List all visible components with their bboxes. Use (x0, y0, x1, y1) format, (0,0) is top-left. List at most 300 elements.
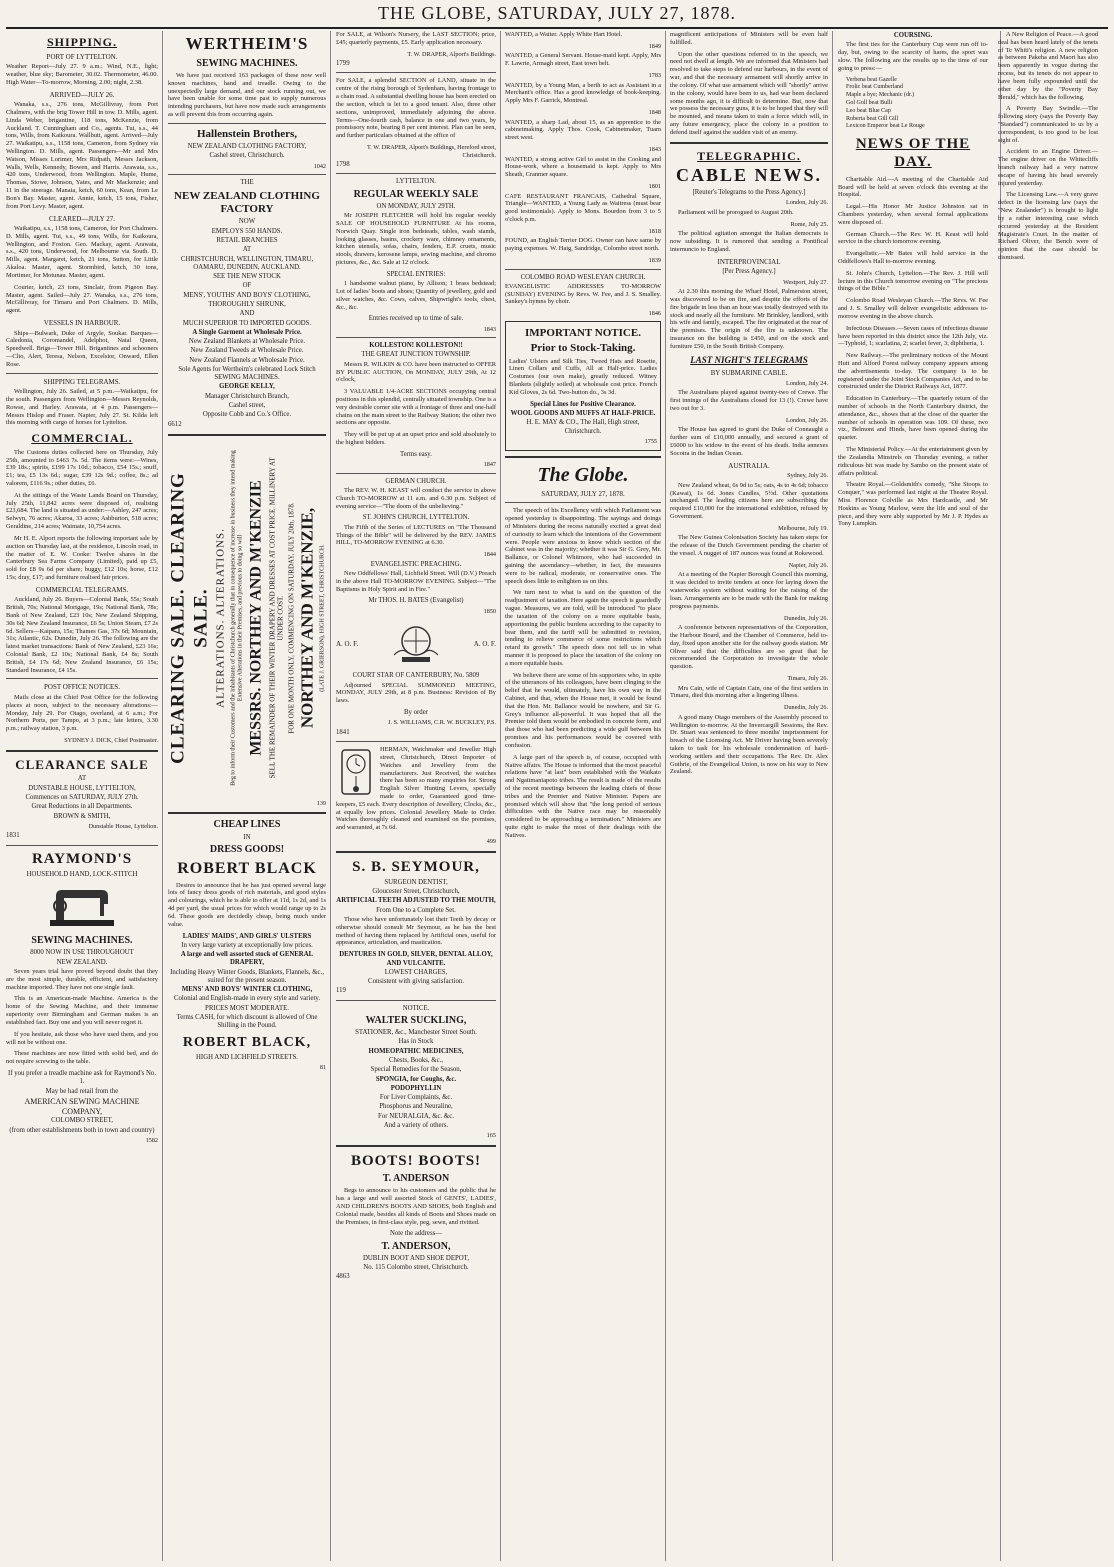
rotated-clearing-sale-ad (168, 441, 326, 796)
notice-heading: NOTICE. (402, 1004, 430, 1012)
ulsters-heading: LADIES' MAIDS', AND GIRLS' ULSTERS (182, 932, 312, 940)
hallenstein-heading: Hallenstein Brothers, (196, 127, 297, 140)
german-church-heading: GERMAN CHURCH. (385, 477, 447, 485)
divider (336, 1145, 496, 1147)
divider (505, 456, 661, 458)
divider (168, 812, 326, 814)
news-item: St. John's Church, Lyttelton.—The Rev. J. Hill will lecture in this Church tomorrow evening on "The precious things of the Bible." (838, 269, 988, 293)
valuable-text: They will be put up at an upset price and sold absolutely to the highest bidders. (336, 431, 496, 447)
clearance-reductions: Great Reductions in all Departments. (31, 803, 133, 811)
raymond-subheading: HOUSEHOLD HAND, LOCK-STITCH (26, 871, 138, 878)
column-shipping (6, 31, 158, 1561)
seymour-from: From One to a Complete Set. (376, 906, 456, 914)
london-dateline-3: London, July 26. (786, 416, 828, 424)
aof-left: A. O. F. (336, 640, 359, 649)
seymour-number: 119 (336, 987, 346, 995)
sydney-dateline: Sydney, July 26. (787, 472, 828, 480)
stock-items: Ladies' Ulsters and Silk Ties, Tweed Hats and Rosette, Linen Collars and Cuffs, All at Half-price. Ladies Costumes (our own make), greatly reduced. Witney Blankets (slightly soiled) at wholesale cost price. French Kid Gloves, 2s 6d. Two-button do., 3s 3d. (509, 357, 657, 396)
news-item: Infectious Diseases.—Seven cases of infectious disease have been reported in this district since the 12th July, viz.—Typhoid, 1; scarlatina, 2; scarlet fever, 3; diphtheria, 1. (838, 324, 988, 348)
dunedin-dateline-2: Dunedin, July 26. (784, 704, 828, 712)
robert-black-ad-number: 81 (319, 1063, 326, 1071)
nzcf-of: OF (242, 282, 252, 290)
news-item: A New Religion of Peace.—A good deal has been heard lately of the tenets of Te Whiti's religion. A new religion as between Pakeha and Maori has also been apparently in vogue during the recess, but its tenets do not appear to have been fully expounded until the other day by the "Poverty Bay Herald," which has the following. (998, 31, 1098, 101)
raymond-ad-number: 1582 (145, 1136, 158, 1144)
anderson-street: No. 115 Colombo street, Christchurch. (363, 1264, 469, 1272)
editorial-para-2: We turn next to what is said on the question of the readjustment of taxation. Here again the speech is guardedly vague. Measures, we are told, will be introduced "to place the taxation of the colony on a more equitable basis, apportioning the public burdens according to the capacity to bear them, and the tariff will be submitted to revision, tending to relieve commerce of some restrictions which retard its growth." The speech does not tell us in what manner it is proposed to place the taxation of the colony on a more equitable basis. (505, 589, 661, 667)
editorial-para-4: A large part of the speech is, of course, occupied with Native affairs. The House is informed that the most peaceful relations have "at last" been established with the Waikato and Ngatimaniapoto tribes. The result is made of the results of the recent meetings between the leading chiefs of those tribes and the Premier and Native Minister. Papers are promised which will show that "the long period of serious difficulties with the Native race may be reasonably considered to be approaching a termination." Ministers are quite right to make the most of their dealings with the Natives. (505, 753, 661, 839)
special-entries-text: 1 handsome walnut piano, by Allison; 1 brass bedstead; Lot of ladies' boots and shoes; Quantity of jewellery, gold and silver watches, &c. Cows, calves, Shipwright's tools, chest, &c., &c. (336, 280, 496, 311)
timaru-text: Mrs Cain, wife of Captain Cain, one of the first settlers in Timaru, died this morning after a lingering illness. (670, 684, 828, 700)
special-entries-footer: Entries received up to time of sale. (368, 315, 464, 323)
coursing-text: The first ties for the Canterbury Cup were run off to-day, but, owing to the scarcity of hares, the sport was slow. The following are the results up to the time of our going to press:— (838, 41, 988, 72)
stock-taking-heading: Prior to Stock-Taking. (530, 342, 636, 355)
lyttelton-heading: LYTTELTON. (396, 178, 436, 186)
news-item: Charitable Aid.—A meeting of the Charitable Aid Board will be held at seven o'clock this evening at the Hospital. (838, 175, 988, 199)
sale-ad-1-signature: T. W. DRAPER, Alport's Buildings. (407, 50, 496, 58)
raymond-agents: (from other establishments both in town and country) (9, 1126, 155, 1134)
divider (6, 750, 158, 752)
nzcf-and: AND (239, 310, 255, 318)
westport-text: At 2.30 this morning the Wharf Hotel, Palmerston street, was discovered to be on fire, and despite the efforts of the fire brigade in less than an hour was totally destroyed with its stock and nearly all the furniture. Mr Brinkley, landlord, with his wife and family, escaped. The fire originated at the rear of the premises. The origin of the fire is unknown. The insurance on the building is £450, and on the stock and furniture £50, in the South British Company. (670, 288, 828, 350)
wanted-waiter: WANTED, a Waiter. Apply White Hart Hotel. (505, 31, 623, 38)
colombo-text: EVANGELISTIC ADDRESSES TO-MORROW (SUNDAY) EVENING by Revs. W. Fee, and J. S. Smalley. Sankey's hymns by choir. (505, 282, 661, 306)
coursing-section (838, 31, 994, 532)
wanted-lad-number: 1843 (648, 146, 661, 153)
seymour-consistent: Consistent with giving satisfaction. (368, 978, 464, 986)
commercial-telegrams-heading: COMMERCIAL TELEGRAMS. (35, 585, 129, 594)
nzcf-now: NOW (238, 218, 256, 226)
nzcf-employs: EMPLOYS 550 HANDS. (211, 227, 283, 235)
post-office-signature: SYDNEY J. DICK, Chief Postmaster. (64, 737, 158, 745)
divider (168, 174, 326, 175)
globe-editorial-title: The Globe. (537, 464, 629, 487)
wanted-young-man: WANTED, by a Young Man, a berth to act as Assistant in a Merchant's office. Has a good knowledge of book-keeping. Apply Mrs F. Garrick, Montreal. (505, 81, 661, 105)
race-result: Gol Goll beat Bulli (846, 99, 893, 106)
anderson-number: 4863 (336, 1273, 350, 1281)
seymour-title: SURGEON DENTIST, (384, 878, 448, 886)
hallenstein-subheading: NEW ZEALAND CLOTHING FACTORY, (187, 143, 307, 151)
nzcf-towns: CHRISTCHURCH, WELLINGTON, TIMARU, OAMARU, DUNEDIN, AUCKLAND. (180, 255, 314, 271)
anderson-note: Note the address— (389, 1230, 443, 1238)
regular-sale-heading: REGULAR WEEKLY SALE (353, 188, 479, 200)
nzcf-opposite: Opposite Cobb and Co.'s Office. (202, 411, 292, 419)
sale-ad-1: For SALE, at Wilson's Nursery, the LAST SECTION; price, £45; quarterly payments, £5. Early application necessary. (336, 31, 496, 46)
post-office-text: Mails close at the Chief Post Office for the following places at noon, subject to the necessary alterations:—Monday, July 29. For Otago, overland, at 6 a.m.; For Northern Ports, per Tampo, at 3 p.m.; late letters, 3.30 p.m.; railway station, 3 p.m. (6, 693, 158, 733)
divider (336, 851, 496, 853)
court-number: 1841 (336, 728, 350, 736)
boots-heading: BOOTS! BOOTS! (350, 1152, 482, 1169)
nzcf-manager: GEORGE KELLY, (219, 383, 275, 391)
found-dog: FOUND, an English Terrier DOG. Owner can have same by paying expenses. W. Haig, Sandridge, Colombo street north. (505, 237, 661, 253)
wool-goods: WOOL GOODS AND MUFFS AT HALF-PRICE. (510, 410, 656, 417)
telegraphic-heading: TELEGRAPHIC. (697, 148, 801, 163)
news-item: The Ministerial Policy.—At the entertainment given by the Zealandia Minstrels on Thursday evening, a rather ridiculous hit was made by Sambo on the present state of affairs political. (838, 446, 988, 477)
dunedin-text-2: A good many Otago members of the Assembly proceed to Wellington to-morrow. At the Invercargill Sessions, the Rev. Dr. Stuart was sentenced to three months' imprisonment for breach of the Licensing Act. Mr Driver having been severely taken to task for his wholesale condemnation of hard-working settlers and their occupations. The Rev. Dr. Alex Guthrie, of the Evangelical Union, is now on his way to New Zealand. (670, 713, 828, 776)
timaru-dateline: Timaru, July 26. (787, 674, 828, 682)
nzcf-tweeds: New Zealand Tweeds at Wholesale Price. (190, 347, 304, 355)
st-johns-number: 1844 (483, 551, 496, 559)
nzcf-retail: RETAIL BRANCHES (216, 236, 278, 244)
evangelistic-signature: Mr THOS. H. BATES (Evangelist) (368, 597, 464, 605)
vessels-heading: VESSELS IN HARBOUR. (43, 318, 121, 327)
nzcf-flannels: New Zealand Flannels at Wholesale Price. (189, 356, 305, 364)
sailed-text: Courier, ketch, 23 tons, Sinclair, from Pigeon Bay. Master, agent. Sailed—July 27. Wanaka, s.s., 276 tons, McGillivray, for Timaru and Port Chalmers. D. Mills, agent. (6, 283, 158, 315)
melbourne-text: The New Guinea Colonisation Society has taken steps for the release of the Dutch Government pending the charter of the vessel. A nugget of 187 ounces was found at Rokewood. (670, 534, 828, 558)
podophyllin: PODOPHYLLIN (390, 1084, 442, 1092)
wanted-young-man-number: 1848 (648, 109, 661, 116)
raymond-text-3: If you hesitate, ask those who have used them, and you will not be without one. (6, 1030, 158, 1046)
arrived-heading: ARRIVED—JULY 26. (49, 90, 115, 99)
sewing-machine-illustration (42, 882, 122, 932)
london-text-1: Parliament will be prorogued to August 20th. (678, 208, 794, 216)
seymour-lowest: LOWEST CHARGES, (384, 968, 448, 976)
commercial-text: The Customs duties collected here on Thursday, July 25th, amounted to £463 7s. 5d. The items were:—Wines, £39 18s.; spirits, £199 17s 10d.; tobacco, £54 15s.; snuff, £1; tea, £5 13s 6d.; sugar, £39 12s 9d.; coffee, 8s.; ad valorem, £116 9s.; other duties, £6. (6, 448, 158, 488)
race-result: Maple a bye; Mechanic (dr.) (846, 92, 915, 99)
news-continued (994, 31, 1098, 266)
sale-ad-2-number: 1798 (336, 161, 350, 169)
melbourne-dateline: Melbourne, July 19. (778, 524, 828, 532)
st-johns-heading: ST. JOHN'S CHURCH, LYTTELTON. (362, 514, 470, 522)
divider (336, 72, 496, 73)
rot-ad-number: 139 (316, 799, 326, 807)
robert-black-address: HIGH AND LICHFIELD STREETS. (196, 1053, 298, 1061)
masthead-rule (6, 27, 1108, 29)
coursing-heading: COURSING. (893, 32, 933, 39)
commercial-heading: COMMERCIAL. (31, 431, 133, 446)
dress-goods-heading: DRESS GOODS! (209, 843, 285, 855)
raymond-street: COLOMBO STREET, (51, 1117, 113, 1125)
cafe-restaurant: CAFE RESTAURANT FRANCAIS, Cathedral Square, Triangle—WANTED, a Young Lady as Waitress (must bear good testimonials). Apply to Mons. Bourdon from 3 to 5 o'clock p.m. (505, 192, 661, 223)
herman-ad (336, 746, 496, 836)
clearance-address: Dunstable House, Lyttelton. (88, 822, 158, 830)
court-order: By order (404, 709, 428, 716)
stock-special: Special Lines for Positive Clearance. (530, 400, 636, 408)
suckling-number: 165 (486, 1132, 496, 1140)
neuralgia: For NEURALGIA, &c. &c. (378, 1112, 454, 1120)
column-advertisements-2 (336, 31, 496, 1561)
wanted-girl: WANTED, a strong active Girl to assist in the Cooking and House-work, where a housemaid is kept. Apply to Mrs Sheath, Cranmer square. (505, 155, 661, 179)
nzcf-blankets: New Zealand Blankets at Wholesale Price. (188, 338, 306, 346)
mens-text: Colonial and English-made in every style and variety. (173, 995, 321, 1003)
dunedin-dateline: Dunedin, July 26. (784, 614, 828, 622)
shipping-telegrams-heading: SHIPPING TELEGRAMS. (43, 377, 121, 386)
rot-alterations: ALTERATIONS. ALTERATIONS. (215, 528, 228, 709)
clearance-sale-heading: CLEARANCE SALE (15, 756, 149, 772)
valuable-number: 1847 (483, 461, 496, 469)
forester-emblem-icon (388, 621, 444, 667)
raymond-nz: NEW ZEALAND. (56, 958, 108, 966)
race-result: Frolic beat Cumberland (846, 84, 903, 91)
column-advertisements-1 (168, 31, 326, 1561)
special-entries-number: 1843 (483, 325, 496, 333)
evangelistic-heading: EVANGELISTIC PREACHING. (370, 560, 462, 568)
shipping-telegrams-text: Wellington, July 26. Sailed, at 5 p.m.—Waikatipu, for the south. Passengers from Wellington—Messrs Reynolds, Rowse, and Harley. Arawata, at 4 p.m. Passengers—Messrs Hislop and Fraser. Napier, July 27. St. Kilda left this morning with cargo of horses for Lyttelton. (6, 388, 158, 427)
anderson-text: Begs to announce to his customers and the public that he has a large and well assorted Stock of GENTS', LADIES', AND CHILDREN'S BOOTS AND SHOES, both English and Colonial made, besides all kinds of Boots and Shoes made on the Premises, in first-class style, peg, sewn, and rivitted. (336, 1187, 496, 1226)
clock-icon (336, 746, 376, 798)
raymond-text-4: These machines are now fitted with solid bed, and do not require screwing to the table. (6, 1050, 158, 1066)
divider (336, 173, 496, 174)
editorial-continued-2: Upon the other questions referred to in the speech, we need not dwell at length. We are informed that Ministers had resolved to take steps to defend our harbours, in the event of war, and that the necessary armament will shortly arrive in the colony. Of what use armament which will "shortly" arrive in the colony, would have been to us, had war been declared some months ago, it is difficult to determine. But, now that we possess the necessary guns, it is to be hoped that they will be mounted, and means taken to train a force which will, in any future emergency, place the colony in a position to defend itself against the sudden visit of an enemy. (670, 50, 828, 136)
news-item: Accident to an Engine Driver.—The engine driver on the Whitecliffs branch railway had a very narrow escape of having his head severely injured yesterday. (998, 148, 1098, 187)
arrived-text: Wanaka, s.s., 276 tons, McGillivray, from Port Chalmers, with the brig Tower Hill in tow. D. Mills, agent. Linda Weber, brigantine, 118 tons, McKenzie, from Auckland. T. Cunningham and Co., agents. Tui, s.s., 44 tons, Wills, from Kaikoura. Wallbutt, agent. Arrived—July 27. Waikatipu, s.s., 1158 tons, Cameron, from Sydney via Wellington. D. Mills, agent. Passengers—Mr and Mrs Watson, Misses Lorimer, Mrs Ridpath, Messrs Jackson, Walls, Wells, Kennedy, Bowen, and Harris. Arawata, s.s., 420 tons, Underwood, from Wellington. Maple, Hume, Thomas, Stowe, Johnson, Yates, and Mr Mackenzie; and 11 in the steerage. Manaia, ketch, 60 tons, Kean, from Le Bon's Bay. Master, agent. Annie, ketch, 15 tons, Fisher, from Port Levy. Master, agent. (6, 101, 158, 210)
column-rule (162, 31, 163, 1561)
wanted-servant: WANTED, a General Servant. House-maid kept. Apply, Mrs F. Lawrie, Armagh street, East town belt. (505, 52, 661, 68)
raymond-text-2: This is an American-made Machine. America is the home of the Sewing Machine, and their immense superiority over Birmingham and German makes is an established fact. Buy one and you will never regret it. (6, 995, 158, 1026)
wanted-lad: WANTED, a sharp Lad, about 15, as an apprentice to the cabinetmaking. Apply Thos. Cook, Cabinetmaker, Tuam street west. (505, 118, 661, 142)
london-dateline-1: London, July 26. (786, 199, 828, 207)
mens-heading: MENS' AND BOYS' WINTER CLOTHING, (181, 986, 313, 994)
wilkin-text: Messrs R. WILKIN & CO. have been instructed to OFFER BY PUBLIC AUCTION, On MONDAY, JULY 29th, At 12 o'clock, (336, 360, 496, 384)
sale-ad-2: For SALE, a splendid SECTION of LAND, situate in the centre of the rising borough of Sydenham, having frontage to a chain road. A substantial dwelling house has been erected on the section, which is let to a good tenant. Also, three other sections, unimproved, immediately adjoining the above. Terms—One-fourth cash, balance in one and two years, by promissory note, bearing 8 per cent interest. Plan can be seen, and further particulars obtained at the office of (336, 77, 496, 140)
column-telegraphic (670, 31, 828, 1561)
seymour-address: Gloucester Street, Christchurch, (372, 888, 460, 896)
news-item: A Poverty Bay Swindle.—The following story (says the Poverty Bay "Standard") communicated to us by a correspondent, is too good to be lost sight of. (998, 105, 1098, 144)
column-rule (330, 31, 331, 1561)
napier-text: At a meeting of the Napier Borough Council this morning, it was decided to invite tenders at once for laying down the waterworks system without waiting for the raising of the loan. Arrangements are to be made with the Bank for making progress payments. (670, 571, 828, 610)
race-result: Lexicon Emperor beat Le Rouge (846, 123, 925, 130)
masthead (0, 0, 1114, 26)
township-heading: THE GREAT JUNCTION TOWNSHIP. (361, 351, 471, 359)
raymond-text-1: Seven years trial have proved beyond doubt that they are the most simple, durable, efficient, and satisfactory machine imported. They have not one single fault. (6, 968, 158, 991)
variety: And a variety of others. (383, 1121, 449, 1129)
race-result: Roberta beat Gill Gill (846, 115, 899, 122)
rot-address: (LATE J. GRIERSON), HIGH STREET, CHRISTCHURCH. (319, 544, 326, 693)
important-notice-box (505, 321, 661, 452)
divider (6, 678, 158, 679)
divider (168, 434, 326, 436)
aof-right: A. O. F. (473, 640, 496, 649)
raymond-heading: RAYMOND'S (31, 850, 133, 867)
napier-dateline: Napier, July 26. (788, 561, 828, 569)
robert-black-text: Desires to announce that he has just opened several large lots of fancy dress goods of rich materials, and good styles and colourings, which he is able to offer at 11d, 1s 2d, and 1s 4d per yard, the usual prices for which would range up to 2s 6d. These goods are decidedly cheap, being much under value. (168, 881, 326, 928)
coursing-results (838, 77, 988, 132)
herman-number: 499 (486, 838, 496, 846)
australia-heading: AUSTRALIA. (728, 461, 770, 470)
court-heading: COURT STAR OF CANTERBURY, No. 5809 (352, 672, 480, 680)
suckling-chests: Chests, Books, &c., (388, 1057, 443, 1065)
cleared-text: Waikatipu, s.s., 1158 tons, Cameron, for Port Chalmers. D. Mills, agent. Tui, s.s., 49 tons, Wills, for Kaikoura, Wellington, and Foxton. Geo. Mackay, agent. Arawata, s.s., 420 tons, Underwood, for Melbourne via South. D. Mills, agent. Margaret, ketch, 21 tons, Sutton, for Little Akaloa. Master, agent. Stormbird, ketch, 30 tons, Mortimer, for Motunau. Master, agent. (6, 225, 158, 279)
divider (168, 123, 326, 124)
clearance-house: DUNSTABLE HOUSE, LYTTELTON, (28, 784, 136, 792)
clearance-date: Commences on SATURDAY, JULY 27th. (25, 794, 139, 802)
prices-moderate: PRICES MOST MODERATE. (205, 1004, 289, 1012)
valuable-sections: 3 VALUABLE 1/4-ACRE SECTIONS occupying central positions in this splendid, centrally situated township. One is a very desirable corner site with a frontage of three and one-half chains on the main street to the Railway Station; the other two sections are opposite. (336, 388, 496, 427)
anderson-address: DUBLIN BOOT AND SHOE DEPOT, (362, 1254, 470, 1262)
evangelistic-text: New Oddfellows' Hall, Lichfield Street. Will (D.V.) Preach in the above Hall TO-MORROW EVENING. Subject—"The Baptisms in Holy Spirit and in Fire." (336, 570, 496, 593)
wertheim-subheading: SEWING MACHINES. (196, 57, 298, 69)
news-item: Colombo Road Wesleyan Church.—The Revs. W. Fee and J. S. Smalley will deliver evangelistic addresses to-morrow evening in the above church. (838, 297, 988, 320)
press-agency-note: [Per Press Agency.] (722, 268, 776, 276)
divider (336, 741, 496, 742)
port-heading: PORT OF LYTTELTON. (46, 52, 118, 61)
weather-report: Weather Report—July 27. 9 a.m.: Wind, N.E., light; weather, blue sky; Barometer, 30.02. Thermometer, 46.00. High Water—To-morrow, Morning, 2.00; night, 2.38. (6, 63, 158, 86)
nzcf-heading: NEW ZEALAND CLOTHING FACTORY (174, 189, 320, 216)
wertheim-text: We have just received 163 packages of these now well known machines, hand and treadle. Owing to the unexpectedly large demand, and our stock running out, we have been unable for some time past to supply numerous intending purchasers, but have now made such arrangements as will prevent this from occurring again. (168, 71, 326, 118)
wanted-girl-number: 1801 (648, 183, 661, 190)
podophyllin-for: For Liver Complaints, &c. (379, 1094, 453, 1102)
found-number: 1839 (648, 257, 661, 264)
regular-sale-date: ON MONDAY, JULY 29TH. (376, 202, 456, 210)
globe-editorial-date: SATURDAY, JULY 27, 1878. (541, 489, 625, 498)
rot-clearing-sale: CLEARING SALE. CLEARING SALE. (168, 472, 212, 765)
divider (505, 502, 661, 503)
colombo-number: 1846 (648, 310, 661, 318)
interprovincial-heading: INTERPROVINCIAL (717, 257, 781, 266)
spongia: SPONGIA, for Coughs, &c. (375, 1075, 457, 1083)
cafe-number: 1818 (648, 227, 661, 235)
raymond-treadle: If you prefer a treadle machine ask for Raymond's No. 1. (7, 1069, 157, 1086)
divider (6, 373, 158, 374)
rome-text: The political agitation amongst the Italian democrats is now subsiding. It is rumored that sending a Pontifical internuncio to England. (670, 230, 828, 253)
suckling-address: STATIONER, &c., Manchester Street South. (355, 1029, 477, 1037)
submarine-cable-heading: BY SUBMARINE CABLE. (710, 369, 788, 377)
london-text-2: The Australians played against twenty-two of Crewe. The first innings of the Australians closed for 13 (!). Crewe have two out for 3. (670, 389, 828, 413)
editorial-para-3: We believe there are some of his supporters who, in spite of the utterances of his colleagues, have been clinging to the belief that he would, ultimately, have his own way in the Cabinet, and that, when the House met, it would be found that the Hon. Mr. Ballance would be nowhere, and Sir G. Grey's influence all-powerful. It was hoped that all the Premier told them would be embodied in concrete form, and that those who had been predicting a wide gulf between his promises and his performances would be covered with confusion. (505, 671, 661, 749)
editorial-para-1: The speech of his Excellency with which Parliament was opened yesterday is disappointing. The sayings and doings of Ministers during the recess naturally excited a great deal of curiosity to learn which the intentions of the Government were. People were anxious to know which section of the Cabinet was in the majority; whether it was Sir G. Grey, Mr. Ballance, or Colonel Whitmore, who had succeeded in gaining the ascendancy—whether, in fact, the measures were to be radical, moderate, or conservative ones. The speech does little to enlighten us on this. (505, 507, 661, 585)
news-item: Education in Canterbury.—The quarterly return of the number of schools in the North Canterbury district, the attendance, &c., shows that at the close of the quarter the number of schools in operation was 109. Of these, two viz., Belmont and Hinds, have been opened during the quarter. (838, 395, 988, 442)
sale-ad-1-number: 1799 (336, 60, 350, 68)
london-dateline-2: London, July 24. (786, 379, 828, 387)
seymour-text: Those who have unfortunately lost their Teeth by decay or otherwise should consult Mr Seymour, as he has the best method of having them replaced by Artificial ones, useful for appearance, articulation, and mastication. (336, 916, 496, 947)
kolleston-heading: KOLLESTON! KOLLESTON!! (369, 342, 463, 350)
rot-firm-2: NORTHEY AND M'KENZIE, (298, 508, 318, 729)
reuter-note: [Reuter's Telegrams to the Press Agency.] (692, 189, 806, 197)
news-item: Legal.—His Honor Mr Justice Johnston sat in Chambers yesterday, when several formal applications were disposed of. (838, 203, 988, 226)
commercial-text-2: At the sittings of the Waste Lands Board on Thursday, July 25th, 11,842 acres were disposed of, realising £23,684. The land is situated as under:—Ashley, 247 acres; Selwyn, 76 acres; Akaroa, 33 acres; Ashburton, 518 acres; Geraldine, 214 acres; Waimate, 10,754 acres. (6, 491, 158, 531)
fletcher-text: Mr JOSEPH FLETCHER will hold his regular weekly SALE OF HOUSEHOLD FURNITURE At his rooms, Norwich Quay. Single iron bedsteads, tables, wash stands, looking glasses, basins, crockery ware, chimney ornaments, kitchen utensils, sofas, chairs, fenders, E.P. cruets, music stools, drawers, kerosene lamps, sewing machine, and chromo pictures, &c., &c. Sale at 12 o'clock. (336, 212, 496, 266)
nzcf-agents: Sole Agents for Wertheim's celebrated Lock Stitch SEWING MACHINES. (178, 365, 316, 382)
seymour-artificial: ARTIFICIAL TEETH ADJUSTED TO THE MOUTH, (336, 897, 496, 905)
column-rule (832, 31, 833, 1561)
colombo-heading: COLOMBO ROAD WESLEYAN CHURCH. (520, 273, 646, 281)
robert-black-heading: ROBERT BLACK (177, 860, 317, 878)
special-entries-heading: SPECIAL ENTRIES: (386, 270, 446, 278)
london-text-3: The House has agreed to grant the Duke of Connaught a further sum of £10,000 annually, and secured a grant of £6000 to his widow in the event of his death. India annexes Socotra in the Indian Ocean. (670, 426, 828, 457)
nzcf-shrunk: THOROUGHLY SHRUNK, (208, 300, 286, 308)
nzcf-see: SEE THE NEW STOCK (213, 273, 281, 281)
wanted-servant-number: 1783 (648, 72, 661, 79)
editorial-continued-1: magnificent anticipations of Ministers will be even half fulfilled. (670, 31, 828, 46)
news-item: German Church.—The Rev. W. H. Keast will hold service in the church tomorrow evening. (838, 230, 988, 246)
terms-cash: Terms CASH, for which discount is allowed of One Shilling in the Pound. (176, 1014, 318, 1030)
seymour-heading: S. B. SEYMOUR, (352, 858, 480, 875)
raymond-in-use: 8000 NOW IN USE THROUGHOUT (30, 949, 134, 957)
divider (336, 473, 496, 474)
seymour-dentures: DENTURES IN GOLD, SILVER, DENTAL ALLOY, AND VULCANITE. (339, 951, 493, 967)
rome-dateline: Rome, July 25. (790, 220, 828, 228)
cleared-heading: CLEARED—JULY 27. (49, 214, 115, 223)
newspaper-title: THE GLOBE, SATURDAY, JULY 27, 1878. (377, 3, 737, 23)
raymond-machines: SEWING MACHINES. (31, 935, 133, 947)
nzcf-the: THE (240, 179, 254, 187)
race-result: Verbena beat Gazelle (846, 76, 897, 83)
suckling-has: Has in Stock (398, 1038, 434, 1046)
sydney-text: New Zealand wheat, 6s 9d to 5s; oats, 4s to 4s 6d; tobacco (Kawai), 1s 6d. Jones Candles, 5½d. Other quotations unchanged. The leading citizens here are subscribing the required £10,000 for the international exhibition, refused by Government. (670, 481, 828, 521)
shipping-heading: SHIPPING. (46, 35, 117, 49)
court-text: Adjourned SPECIAL SUMMONED MEETING, MONDAY, JULY 29th, at 8 p.m. Business: Revision of By laws. (336, 681, 496, 705)
wertheim-heading: WERTHEIM'S (185, 34, 309, 53)
nzcf-manager-title: Manager Christchurch Branch, (205, 392, 289, 400)
commercial-telegrams-text: Auckland, July 26. Buyers—Colonial Bank, 55s; South British, 70s; National Mortgage, 19s; National Bank, 78s; Bank of New Zealand, £23 10s; New Zealand Shipping, 30s 6d; New Zealand Insurance, £6 5s; Union Steam, £7 2s 6d. Sellers—Kaipara, 15s; Thames Gas, 37s 6d; Mountain, 31s; Atlantic, 62s. Dunedin, July 26. The following are the latest market transactions: Bank of New Zealand, £23 16s; Colonial Bank, £2 10s; National Bank, £4 8s; South British, £4 17s 6d; New Zealand Insurance, £6 15s; Standard Insurance, £4 15s. (6, 596, 158, 674)
column-rule (665, 31, 666, 1561)
race-result: Leo beat Blue Cap (846, 107, 891, 114)
nzcf-superior: MUCH SUPERIOR TO IMPORTED GOODS. (182, 319, 312, 327)
important-notice-heading: IMPORTANT NOTICE. (525, 326, 641, 339)
rot-sell: SELL THE REMAINDER OF THEIR WINTER DRAPERY AND DRESSES AT COST PRICE. MILLINERY AT UNDER COST. (268, 457, 286, 779)
suckling-heading: WALTER SUCKLING, (365, 1014, 467, 1026)
sale-ad-2-signature: T. W. DRAPER, Alport's Buildings, Hereford street, Christchurch. (366, 143, 496, 159)
rot-notice: Beg to inform their Customers and the Inhabitants of Christchurch generally that in consequence of increase in business they intend making Extensive Alterations in their Premises, and previous to doing so will (230, 450, 244, 787)
wool-signature: H. E. MAY & CO., The Hall, High street, Christchurch. (526, 419, 640, 435)
divider (670, 142, 828, 144)
cheap-in: IN (243, 833, 251, 841)
news-item: Evangelistic.—Mr Bates will hold service in the Oddfellows's Hall to-morrow evening. (838, 250, 988, 266)
german-church-text: The REV. W. H. KEAST will conduct the service in above Church TO-MORROW at 11 a.m. and 6.30 p.m. Subject of evening service—"The doom of the unbelieving." (336, 487, 496, 510)
dunedin-text: A conference between representatives of the Corporation, the Harbour Board, and the Chamber of Commerce, held to-day, fixed upon another site for the railway goods station. Mr Oliver said that the difficulties are so great that he recommended the Corporation to investigate the whole question. (670, 624, 828, 671)
column-rule (500, 31, 501, 1561)
suckling-homeo: HOMEOPATHIC MEDICINES, (368, 1047, 464, 1055)
aof-row (336, 617, 496, 671)
anderson-footer: T. ANDERSON, (381, 1240, 451, 1252)
st-johns-text: The Fifth of the Series of LECTURES on "The Thousand Things of the Bible" will be delivered by the REV. JAMES HILL, TO-MORROW EVENING at 6.30. (336, 523, 496, 547)
ulsters-text: In very large variety at exceptionally low prices. (181, 941, 313, 949)
drapery-text: Including Heavy Winter Goods, Blankets, Flannels, &c., suited for the present season. (170, 968, 324, 984)
divider (336, 337, 496, 338)
evangelistic-number: 1850 (483, 607, 496, 615)
hallenstein-address: Cashel street, Christchurch. (209, 152, 285, 160)
cheap-lines-heading: CHEAP LINES (213, 819, 281, 831)
commercial-text-3: Mr H. E. Alport reports the following important sale by auction on Thursday last, at the residence, Lincoln road, in the matter of E. W. Cooke: Twelve shares in the Canterbury Sea Farms Company (Limited), paid up £5, sold for £8 9s 6d per share; buggy, £12 10s; horse, £12 15s; dray, £17; and furniture realised fair prices. (6, 534, 158, 581)
rot-firm: MESSRS. NORTHEY AND M'KENZIE (248, 480, 266, 757)
divider (336, 1000, 496, 1001)
westport-dateline: Westport, July 27. (783, 278, 828, 286)
wool-number: 1755 (644, 437, 657, 445)
hallenstein-ad-number: 1042 (313, 162, 326, 170)
news-of-the-day-heading: NEWS OF THE DAY. (855, 136, 971, 171)
news-item: The Licensing Law.—A very grave defect in the licensing law (says the "New Zealander") is brought to light by a rather interesting case which occurred yesterday at the Resident Magistrate's Court. In the matter of Richard Oliver, the Bench were of opinion that the case should be dismissed. (998, 191, 1098, 261)
news-item: Theatre Royal.—Goldsmith's comedy, "She Stoops to Conquer," was performed last night at the Theatre Royal. Miss Florence Colville as Mrs Hardcastle, and Mr Hoskins as Young Marlow, were the life and soul of the piece, and they were ably supported by Mr J. P. Hydes as Tony Lumpkin. (838, 481, 988, 528)
valuable-terms: Terms easy. (400, 450, 432, 458)
nzcf-single: A Single Garment at Wholesale Price. (192, 328, 302, 336)
post-office-heading: POST OFFICE NOTICES. (44, 683, 120, 692)
nzcf-clothing: MENS', YOUTHS' AND BOYS' CLOTHING, (183, 291, 311, 299)
suckling-special: Special Remedies for the Season, (370, 1066, 462, 1074)
clearance-firm: BROWN & SMITH, (53, 812, 111, 820)
nzcf-ad-number: 6612 (168, 420, 182, 428)
herman-text: HERMAN, Watchmaker and Jeweller High street, Christchurch, Direct Importer of Watches and Jewellery from the manufacturers. Just Received, the watches there has been so many enquiries for. Strong English Silver Hunting Levers, specially made to order, Guaranteed good time-keepers, £5 each. Every description of Jewellery, Clocks, &c., at equally low prices. Colonial Jewellery Made to Order. Watches thoroughly cleaned and examined on the premises, and warranted, at 7s 6d. (336, 746, 496, 832)
nzcf-at: AT (242, 246, 252, 254)
column-news (838, 31, 1108, 1561)
raymond-retail: May be had retail from the (45, 1087, 119, 1095)
news-item: New Railway.—The preliminary notices of the Mount Hutt and Alford Forest railway company appears among the advertisements to-day. The company is to be registered under the Joint Stock Companies Act, and to be constructed under the District Railways Act, 1877. (838, 352, 988, 391)
last-nights-telegrams-heading: LAST NIGHT'S TELEGRAMS (690, 354, 808, 365)
clearance-at: AT (77, 775, 87, 783)
court-signature: J. S. WILLIAMS, C.R. W. BUCKLEY, P.S. (388, 719, 496, 727)
divider (505, 269, 661, 270)
rot-date: FOR ONE MONTH ONLY, COMMENCING ON SATURDAY, JULY 20th, 1878. (287, 502, 296, 735)
column-wanted-editorial (505, 31, 661, 1561)
drapery-heading: A large and well assorted stock of GENERAL DRAPERY, (180, 951, 314, 967)
divider (6, 845, 158, 846)
wanted-waiter-number: 1849 (648, 42, 661, 50)
phosphorus: Phosphorus and Neuraline, (379, 1103, 453, 1111)
raymond-company: AMERICAN SEWING MACHINE COMPANY, (24, 1096, 140, 1116)
anderson-heading: T. ANDERSON (382, 1173, 450, 1185)
cable-news-heading: CABLE NEWS. (675, 165, 823, 186)
clearance-ad-number: 1831 (6, 832, 20, 840)
nzcf-street: Cashel street, (228, 402, 266, 410)
vessels-text: Ships—Bulwark, Duke of Argyle, Soukar. Barques—Caledonia, Coromandel, Adelphoi, Natal Queen, Speedwell. Brigs—Tower Hill. Brigantines and schooners—Clio, Alert, Teresa, Nelson, Excelsior, Onward, Ellen Rose. (6, 329, 158, 368)
